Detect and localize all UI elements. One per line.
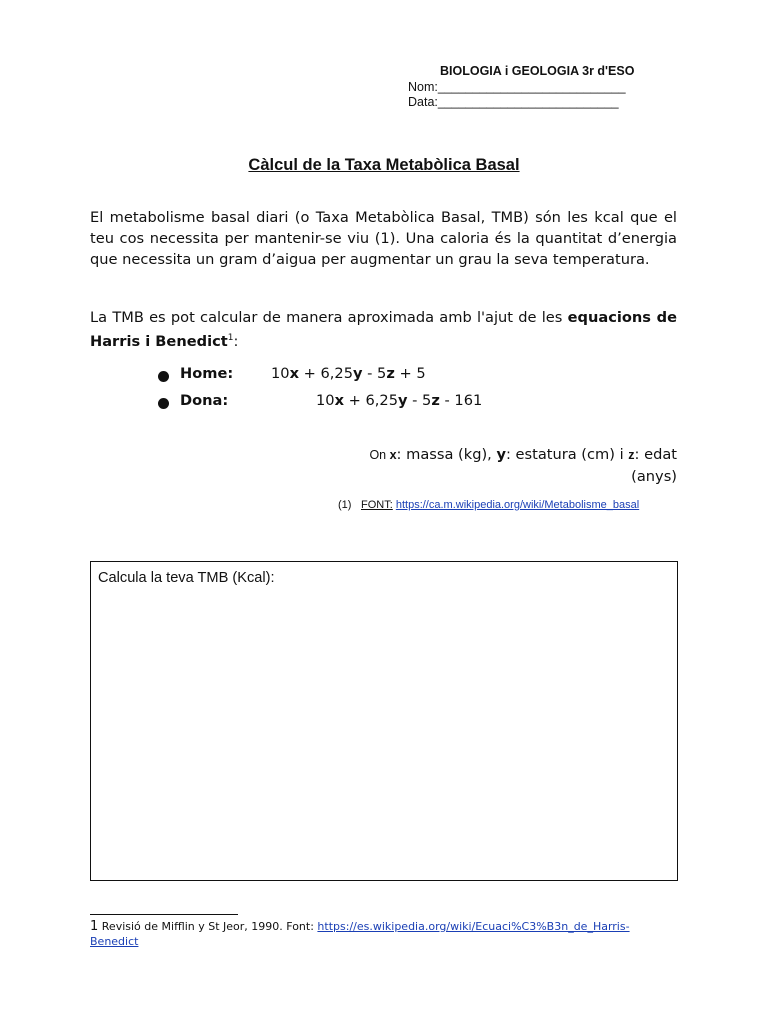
answer-box[interactable]	[90, 561, 678, 881]
source-link[interactable]: https://ca.m.wikipedia.org/wiki/Metabolisme_basal	[395, 499, 640, 511]
equations-intro-paragraph	[90, 307, 677, 352]
paragraph-bold-text: equacions de Harris i Benedict	[90, 309, 677, 350]
paragraph-text: La TMB es pot calcular de manera aproximada amb l'ajut de les	[90, 309, 568, 326]
footnote-text: Revisió de Mifflin y St Jeor, 1990. Font:	[98, 920, 318, 933]
bullet-icon	[158, 371, 169, 382]
footnote-divider	[90, 914, 238, 915]
footnote-number: 1	[90, 919, 99, 934]
source-number: (1)	[338, 499, 352, 511]
date-field: Data:__________________________	[408, 95, 619, 109]
paragraph-end: :	[233, 332, 239, 350]
equation-formula: 10x + 6,25y - 5z - 161	[316, 392, 483, 409]
equation-label: Dona:	[180, 392, 229, 409]
bullet-icon	[158, 398, 169, 409]
footnote-reference: 1	[227, 333, 234, 343]
name-field: Nom:___________________________	[408, 80, 626, 94]
intro-paragraph: El metabolisme basal diari (o Taxa Metabòlica Basal, TMB) són les kcal que el teu cos necessita per mantenir-se viu (1). Una caloria és la quantitat d’energia que necessita un gram d’aigua per augmentar un grau la seva temperatura.	[90, 209, 677, 268]
answer-prompt: Calcula la teva TMB (Kcal):	[98, 570, 275, 586]
equation-formula: 10x + 6,25y - 5z + 5	[271, 365, 426, 382]
page-title: Càlcul de la Taxa Metabòlica Basal	[248, 156, 520, 174]
footnote	[90, 919, 670, 949]
source-reference	[338, 499, 639, 511]
footnote-link[interactable]: https://es.wikipedia.org/wiki/Ecuaci%C3%B3n_de_Harris-Benedict	[90, 920, 630, 948]
source-label: FONT:	[361, 499, 393, 511]
equation-label: Home:	[180, 365, 234, 382]
course-header: BIOLOGIA i GEOLOGIA 3r d'ESO	[440, 64, 635, 78]
variables-legend: On x: massa (kg), y: estatura (cm) i z: edat (anys)	[369, 446, 677, 485]
